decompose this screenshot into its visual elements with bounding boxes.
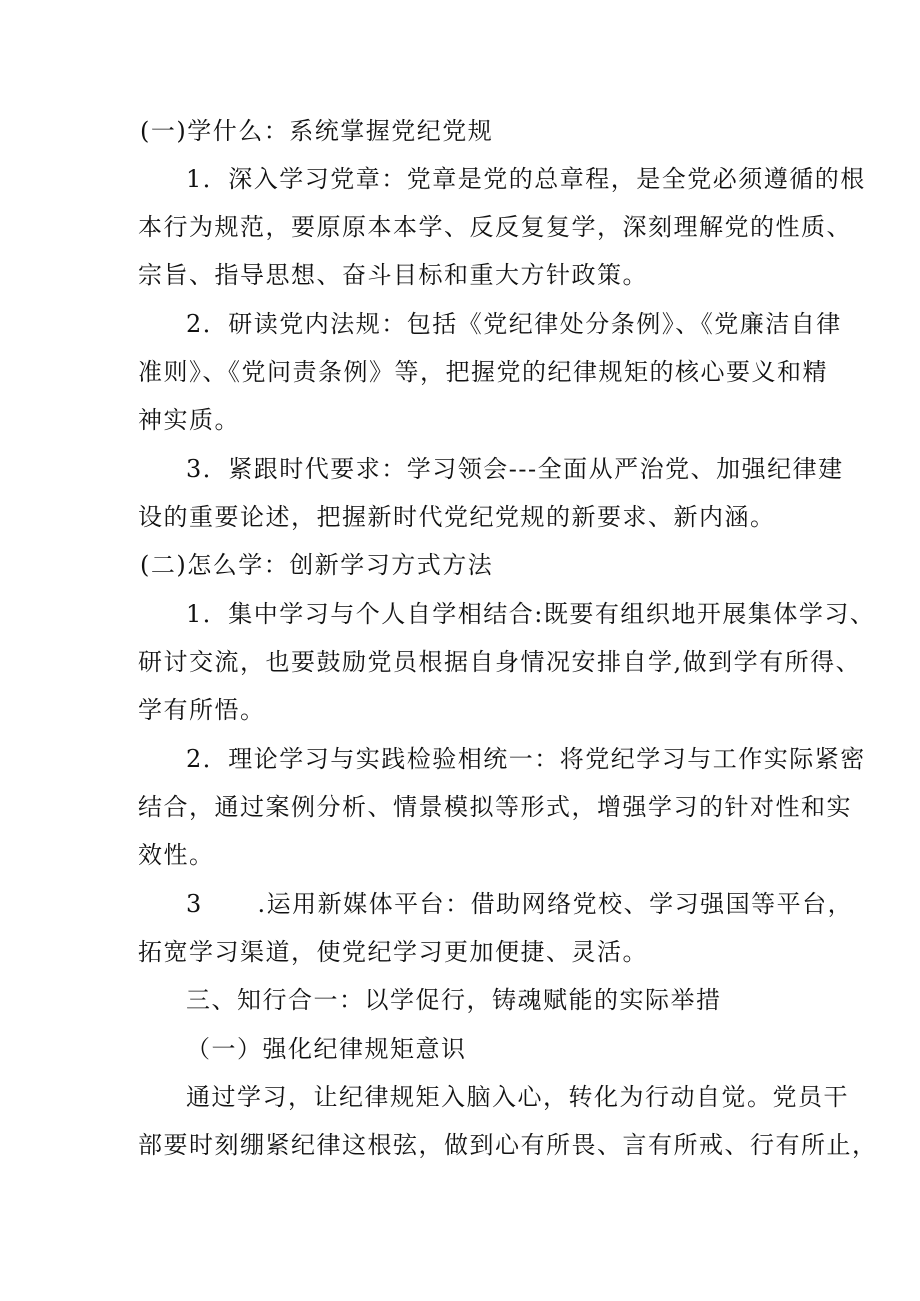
paragraph-line: 准则》、《党问责条例》等，把握党的纪律规矩的核心要义和精 <box>138 358 828 386</box>
heading-1-2: (二)怎么学：创新学习方式方法 <box>140 551 494 579</box>
paragraph-line: 设的重要论述，把握新时代党纪党规的新要求、新内涵。 <box>138 503 776 531</box>
paragraph-line: 3 .运用新媒体平台：借助网络党校、学习强国等平台， <box>186 890 854 918</box>
paragraph-line: 研讨交流，也要鼓励党员根据自身情况安排自学,做到学有所得、 <box>138 648 862 676</box>
paragraph-line: 本行为规范，要原原本本学、反反复复学，深刻理解党的性质、 <box>138 213 852 241</box>
subsection-heading-1: （一）强化纪律规矩意识 <box>186 1035 467 1063</box>
heading-1-1: (一)学什么：系统掌握党纪党规 <box>140 117 494 145</box>
paragraph-line: 宗旨、指导思想、奋斗目标和重大方针政策。 <box>138 261 648 289</box>
paragraph-line: 拓宽学习渠道，使党纪学习更加便捷、灵活。 <box>138 938 648 966</box>
paragraph-line: 3．紧跟时代要求：学习领会---全面从严治党、加强纪律建 <box>186 455 844 483</box>
paragraph-line: 通过学习，让纪律规矩入脑入心，转化为行动自觉。党员干 <box>186 1083 849 1111</box>
paragraph-line: 神实质。 <box>138 406 240 434</box>
paragraph-line: 学有所悟。 <box>138 696 266 724</box>
paragraph-line: 2．理论学习与实践检验相统一：将党纪学习与工作实际紧密 <box>186 745 866 773</box>
paragraph-line: 1．深入学习党章：党章是党的总章程，是全党必须遵循的根 <box>186 165 866 193</box>
section-heading-3: 三、知行合一：以学促行，铸魂赋能的实际举措 <box>186 986 722 1014</box>
paragraph-line: 效性。 <box>138 841 215 869</box>
paragraph-line: 2．研读党内法规：包括《党纪律处分条例》、《党廉洁自律 <box>186 310 842 338</box>
paragraph-line: 部要时刻绷紧纪律这根弦，做到心有所畏、言有所戒、行有所止， <box>138 1131 878 1159</box>
paragraph-line: 1．集中学习与个人自学相结合:既要有组织地开展集体学习、 <box>186 600 876 628</box>
paragraph-line: 结合，通过案例分析、情景模拟等形式，增强学习的针对性和实 <box>138 793 852 821</box>
